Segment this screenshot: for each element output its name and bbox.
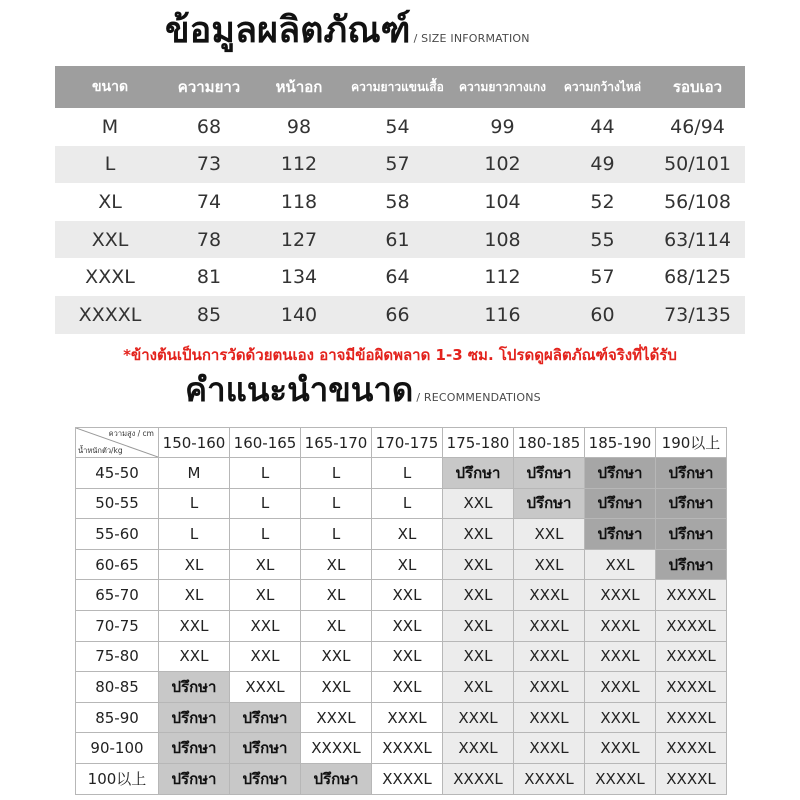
height-range-header: 190以上 <box>656 428 727 458</box>
measurement-value: 63/114 <box>664 228 731 251</box>
weight-row <box>76 611 727 642</box>
consult-cell: ปรึกษา <box>514 489 585 520</box>
measurement-value: 66 <box>385 303 410 326</box>
recommended-size-cell: XXL <box>443 489 514 520</box>
recommended-size-cell: XXXL <box>372 703 443 734</box>
measurement-value: 73 <box>196 153 222 176</box>
measurement-value: 58 <box>385 190 410 213</box>
size-recommendation-table <box>75 427 727 795</box>
measurement-value: 56/108 <box>664 190 731 213</box>
weight-row <box>76 489 727 520</box>
measurement-value: 46/94 <box>670 115 725 138</box>
consult-cell: ปรึกษา <box>159 733 230 764</box>
measurement-value: 112 <box>484 266 521 289</box>
measurement-value: 74 <box>196 190 222 213</box>
size-info-header-cell: รอบเอว <box>672 78 723 96</box>
recommended-size-cell: XL <box>159 550 230 581</box>
corner-header-cell <box>76 428 159 458</box>
recommended-size-cell: L <box>372 458 443 489</box>
recommended-size-cell: XXL <box>301 642 372 673</box>
consult-cell: ปรึกษา <box>585 519 656 550</box>
weight-row <box>76 703 727 734</box>
measurement-value: 127 <box>280 228 318 251</box>
recommended-size-cell: XXXXL <box>656 733 727 764</box>
recommended-size-cell: L <box>159 519 230 550</box>
weight-range-label: 75-80 <box>76 642 159 673</box>
recommended-size-cell: L <box>230 519 301 550</box>
recommended-size-cell: XL <box>372 550 443 581</box>
recommended-size-cell: XXXL <box>514 642 585 673</box>
recommended-size-cell: XXL <box>514 550 585 581</box>
measurement-value: 99 <box>490 115 515 138</box>
recommended-size-cell: XXXL <box>585 703 656 734</box>
recommended-size-cell: XXXL <box>514 733 585 764</box>
recommendation-subtitle: / RECOMMENDATIONS <box>416 391 541 404</box>
weight-range-label: 45-50 <box>76 458 159 489</box>
height-range-header: 185-190 <box>585 428 656 458</box>
size-info-header-cell: หน้าอก <box>275 78 323 96</box>
recommended-size-cell: L <box>230 489 301 520</box>
recommended-size-cell: L <box>159 489 230 520</box>
consult-cell: ปรึกษา <box>159 672 230 703</box>
recommended-size-cell: XXL <box>443 519 514 550</box>
recommended-size-cell: XL <box>301 611 372 642</box>
recommended-size-cell: XXL <box>443 550 514 581</box>
measurement-value: 60 <box>590 303 615 326</box>
height-range-header: 165-170 <box>301 428 372 458</box>
measurement-value: 68 <box>196 115 222 138</box>
height-header-row <box>76 428 727 458</box>
measurement-value: 140 <box>280 303 318 326</box>
recommended-size-cell: XXL <box>372 580 443 611</box>
recommended-size-cell: XXXXL <box>372 733 443 764</box>
weight-range-label: 60-65 <box>76 550 159 581</box>
recommended-size-cell: XXXXL <box>656 580 727 611</box>
measurement-value: 102 <box>484 153 521 176</box>
weight-axis-label: น้ำหนักตัว/kg <box>78 446 123 455</box>
recommended-size-cell: XL <box>372 519 443 550</box>
recommended-size-cell: L <box>301 458 372 489</box>
recommended-size-cell: XXXXL <box>656 611 727 642</box>
recommended-size-cell: XXXXL <box>656 764 727 795</box>
recommended-size-cell: XXXL <box>301 703 372 734</box>
weight-row <box>76 580 727 611</box>
measurement-value: 81 <box>196 266 222 289</box>
recommended-size-cell: XXXXL <box>585 764 656 795</box>
recommended-size-cell: XL <box>159 580 230 611</box>
size-info-table <box>55 66 745 334</box>
size-info-heading <box>165 2 585 62</box>
consult-cell: ปรึกษา <box>230 703 301 734</box>
weight-range-label: 55-60 <box>76 519 159 550</box>
weight-range-label: 85-90 <box>76 703 159 734</box>
consult-cell: ปรึกษา <box>230 733 301 764</box>
measurement-value: 104 <box>484 190 521 213</box>
recommended-size-cell: XXXL <box>585 642 656 673</box>
size-info-row <box>55 296 745 334</box>
recommended-size-cell: XXXL <box>443 733 514 764</box>
recommended-size-cell: XXXL <box>514 580 585 611</box>
recommended-size-cell: XXL <box>372 642 443 673</box>
recommended-size-cell: XXL <box>443 672 514 703</box>
size-info-row <box>55 183 745 221</box>
recommended-size-cell: XXXL <box>443 703 514 734</box>
recommended-size-cell: XXL <box>443 642 514 673</box>
recommended-size-cell: XXXL <box>585 672 656 703</box>
height-range-header: 170-175 <box>372 428 443 458</box>
measurement-value: 116 <box>484 303 521 326</box>
consult-cell: ปรึกษา <box>656 458 727 489</box>
recommended-size-cell: M <box>159 458 230 489</box>
consult-cell: ปรึกษา <box>159 703 230 734</box>
measurement-value: 98 <box>286 115 312 138</box>
size-info-header-cell: ขนาด <box>91 79 129 95</box>
size-label: XL <box>98 190 122 213</box>
measurement-value: 61 <box>385 228 410 251</box>
measurement-note: *ข้างต้นเป็นการวัดด้วยตนเอง อาจมีข้อผิดพลาด 1-3 ซม. โปรดดูผลิตภัณฑ์จริงที่ได้รับ <box>123 346 677 364</box>
recommended-size-cell: XXXL <box>514 611 585 642</box>
measurement-value: 68/125 <box>664 266 731 289</box>
recommendation-heading <box>185 366 605 414</box>
size-info-row <box>55 108 745 146</box>
recommended-size-cell: XXL <box>372 672 443 703</box>
recommended-size-cell: XXXXL <box>656 703 727 734</box>
recommended-size-cell: XL <box>230 550 301 581</box>
measurement-value: 112 <box>280 153 318 176</box>
recommendation-title: คำแนะนำขนาด <box>185 370 414 409</box>
recommended-size-cell: XXL <box>443 611 514 642</box>
measurement-value: 57 <box>590 266 615 289</box>
recommended-size-cell: XXL <box>159 611 230 642</box>
weight-range-label: 100以上 <box>76 764 159 795</box>
measurement-value: 55 <box>590 228 615 251</box>
measurement-value: 54 <box>385 115 410 138</box>
recommended-size-cell: XXXXL <box>656 672 727 703</box>
measurement-value: 49 <box>590 153 615 176</box>
weight-range-label: 90-100 <box>76 733 159 764</box>
size-info-header-cell: ความยาวแขนเสื้อ <box>351 79 444 94</box>
recommended-size-cell: XXL <box>159 642 230 673</box>
measurement-value: 44 <box>590 115 615 138</box>
size-info-subtitle: / SIZE INFORMATION <box>413 32 530 45</box>
recommended-size-cell: XXXXL <box>301 733 372 764</box>
size-info-row <box>55 221 745 259</box>
recommended-size-cell: XXXXL <box>372 764 443 795</box>
consult-cell: ปรึกษา <box>230 764 301 795</box>
height-range-header: 175-180 <box>443 428 514 458</box>
recommended-size-cell: XXXL <box>514 672 585 703</box>
recommended-size-cell: XL <box>230 580 301 611</box>
recommended-size-cell: XXL <box>230 642 301 673</box>
recommended-size-cell: L <box>301 489 372 520</box>
size-label: XXL <box>91 228 129 251</box>
recommended-size-cell: XXL <box>301 672 372 703</box>
recommended-size-cell: L <box>372 489 443 520</box>
consult-cell: ปรึกษา <box>443 458 514 489</box>
recommended-size-cell: XXXL <box>585 580 656 611</box>
weight-row <box>76 550 727 581</box>
consult-cell: ปรึกษา <box>159 764 230 795</box>
consult-cell: ปรึกษา <box>585 489 656 520</box>
weight-range-label: 80-85 <box>76 672 159 703</box>
weight-row <box>76 642 727 673</box>
measurement-value: 73/135 <box>664 303 731 326</box>
recommended-size-cell: XXXL <box>585 611 656 642</box>
size-info-header-cell: ความยาว <box>177 78 241 96</box>
measurement-value: 78 <box>196 228 222 251</box>
weight-row <box>76 672 727 703</box>
size-label: XXXXL <box>78 303 142 326</box>
size-info-header-cell: ความยาวกางเกง <box>458 79 546 94</box>
recommended-size-cell: XXL <box>230 611 301 642</box>
measurement-value: 64 <box>385 266 410 289</box>
weight-row <box>76 764 727 795</box>
consult-cell: ปรึกษา <box>514 458 585 489</box>
consult-cell: ปรึกษา <box>656 519 727 550</box>
recommended-size-cell: XXL <box>514 519 585 550</box>
recommended-size-cell: L <box>301 519 372 550</box>
height-range-header: 160-165 <box>230 428 301 458</box>
weight-row <box>76 458 727 489</box>
recommended-size-cell: L <box>230 458 301 489</box>
weight-row <box>76 733 727 764</box>
measurement-value: 118 <box>280 190 318 213</box>
size-info-row <box>55 146 745 184</box>
height-axis-label: ความสูง / cm <box>108 429 154 438</box>
recommended-size-cell: XXXL <box>585 733 656 764</box>
recommended-size-cell: XXL <box>585 550 656 581</box>
size-label: M <box>101 115 119 138</box>
recommended-size-cell: XXXXL <box>514 764 585 795</box>
size-info-row <box>55 258 745 296</box>
measurement-value: 134 <box>280 266 318 289</box>
height-range-header: 180-185 <box>514 428 585 458</box>
weight-row <box>76 519 727 550</box>
measurement-value: 57 <box>385 153 410 176</box>
size-info-title: ข้อมูลผลิตภัณฑ์ <box>165 10 411 51</box>
recommended-size-cell: XL <box>301 550 372 581</box>
size-label: XXXL <box>85 266 135 289</box>
consult-cell: ปรึกษา <box>656 550 727 581</box>
measurement-value: 85 <box>196 303 222 326</box>
recommended-size-cell: XXXXL <box>656 642 727 673</box>
recommended-size-cell: XXXL <box>514 703 585 734</box>
weight-range-label: 65-70 <box>76 580 159 611</box>
size-info-header-row <box>55 66 745 108</box>
recommended-size-cell: XXXXL <box>443 764 514 795</box>
height-range-header: 150-160 <box>159 428 230 458</box>
size-label: L <box>104 153 116 176</box>
weight-range-label: 70-75 <box>76 611 159 642</box>
consult-cell: ปรึกษา <box>585 458 656 489</box>
measurement-value: 50/101 <box>664 153 731 176</box>
recommended-size-cell: XXXL <box>230 672 301 703</box>
size-info-header-cell: ความกว้างไหล่ <box>563 79 642 94</box>
measurement-value: 108 <box>484 228 521 251</box>
recommended-size-cell: XXL <box>372 611 443 642</box>
recommended-size-cell: XL <box>301 580 372 611</box>
recommended-size-cell: XXL <box>443 580 514 611</box>
weight-range-label: 50-55 <box>76 489 159 520</box>
consult-cell: ปรึกษา <box>301 764 372 795</box>
consult-cell: ปรึกษา <box>656 489 727 520</box>
measurement-value: 52 <box>590 190 615 213</box>
